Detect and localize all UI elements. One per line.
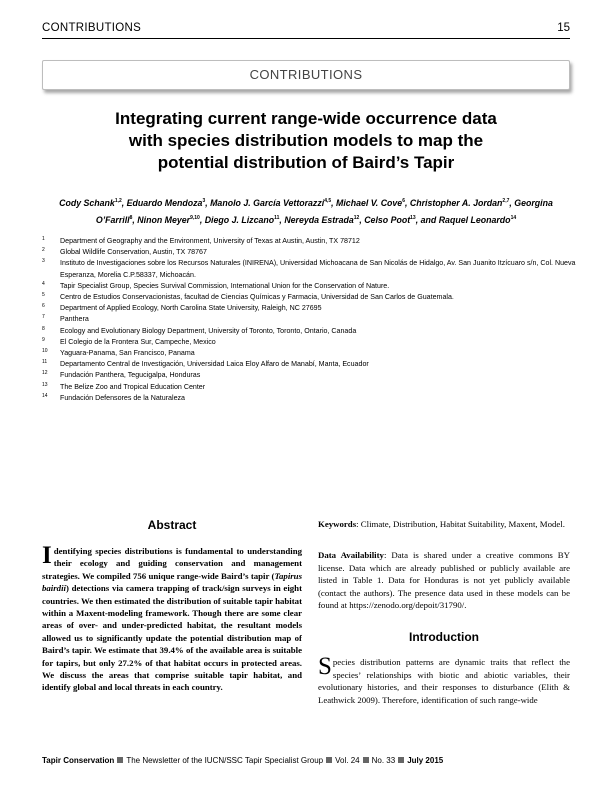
title-line: potential distribution of Baird’s Tapir: [157, 153, 455, 172]
author-name: Georgina O’Farrill: [95, 197, 553, 225]
affiliation-text: Tapir Specialist Group, Species Survival Commission, International Union for the Conservation of Nature.: [60, 281, 390, 290]
affiliation-text: El Colegio de la Frontera Sur, Campeche, Mexico: [60, 337, 216, 346]
abstract-text-part: dentifying species distributions is fundamental to understanding their ecology and guiding conservation and management strategies. We compiled 756 unique range-wide Baird’s tapir (: [42, 546, 302, 581]
affiliation-number: 6: [42, 303, 45, 310]
author-name: Christopher A. Jordan: [409, 197, 503, 208]
footer-separator-icon: [117, 757, 123, 763]
affiliation-item: [42, 326, 582, 337]
footer-newsletter: The Newsletter of the IUCN/SSC Tapir Specialist Group: [126, 756, 324, 765]
data-availability-label: Data Availability: [318, 550, 384, 561]
affiliation-text: Centro de Estudios Conservacionistas, facultad de Ciencias Químicas y Farmacia, Universidad de San Carlos de Guatemala.: [60, 293, 454, 302]
affiliation-list: [42, 236, 582, 404]
affiliation-number: 2: [42, 247, 45, 254]
author-affiliation-marker: 2,7: [502, 198, 510, 204]
affiliation-item: [42, 303, 582, 314]
affiliation-number: 4: [42, 280, 45, 287]
footer-volume: Vol. 24: [335, 756, 360, 765]
affiliation-text: Panthera: [60, 315, 89, 324]
right-column: [318, 518, 570, 706]
affiliation-item: [42, 337, 582, 348]
abstract-text-part: ) detections via camera trapping of track/sign surveys in eight countries. We then estimated the distribution of suitable tapir habitat within a Maxent-modeling framework. Though there are some clear areas of over- and under-predicted habitat, the resultant models allowed us to significantly update the potential distribution map of Baird’s tapir. We estimate that 39.4% of the available area is suitable for tapirs, but only 27.2% of that habitat occurs in protected areas. We discuss the areas that comprise suitable tapir habitat, and identify global and local threats in each country.: [42, 583, 302, 693]
affiliation-text: The Belize Zoo and Tropical Education Center: [60, 382, 206, 391]
data-availability: [318, 549, 570, 611]
abstract-text: [42, 542, 302, 694]
introduction-text: [318, 653, 570, 706]
affiliation-text: Instituto de Investigaciones sobre los Recursos Naturales (INIRENA), Universidad Michoacana de San Nicolás de Hidalgo, Av. San Juanito Itzícuaro s/n, Col. Nueva Esperanza, Morelia C.P.58337, Michoacán.: [60, 259, 576, 279]
affiliation-text: Fundación Panthera, Tegucigalpa, Honduras: [60, 371, 201, 380]
author-affiliation-marker: 9,10: [190, 214, 200, 221]
author-affiliation-marker: 3: [202, 198, 206, 204]
abstract-dropcap: I: [42, 542, 52, 569]
author-affiliation-marker: 1,2: [114, 198, 122, 204]
footer-number: No. 33: [371, 756, 396, 765]
affiliation-item: [42, 370, 582, 381]
affiliation-number: 5: [42, 292, 45, 299]
affiliation-text: Department of Applied Ecology, North Carolina State University, Raleigh, NC 27695: [60, 304, 322, 313]
affiliation-text: Fundación Defensores de la Naturaleza: [60, 393, 186, 402]
introduction-heading: Introduction: [409, 630, 479, 645]
affiliation-text: Department of Geography and the Environment, University of Texas at Austin, Austin, TX 78712: [60, 237, 360, 245]
species-name: Tapirus bairdii: [42, 570, 302, 594]
affiliation-text: Global Wildlife Conservation, Austin, TX 78767: [60, 248, 207, 257]
author-name: Diego J. Lizcano: [204, 214, 275, 225]
author-affiliation-marker: 8: [129, 214, 133, 221]
affiliation-number: 11: [42, 359, 48, 366]
author-affiliation-marker: 4,5: [324, 198, 332, 204]
page-number: 15: [557, 22, 570, 34]
data-availability-text: : Data is shared under a creative commons BY license. Data which are already published or publicly available are listed in Table 1. Data for Honduras is not yet publicly available (contact the authors). The presence data used in these models can be found at https://zenodo.org/depoit/31790/.: [318, 550, 570, 611]
affiliation-number: 10: [42, 348, 48, 355]
affiliation-item: [42, 292, 582, 303]
author-affiliation-marker: 14: [510, 214, 517, 221]
affiliation-number: 9: [42, 336, 45, 343]
author-name: Cody Schank: [59, 197, 115, 208]
author-name: Michael V. Cove: [336, 197, 403, 208]
author-affiliation-marker: 13: [410, 214, 416, 221]
affiliation-item: [42, 281, 582, 292]
author-name: Eduardo Mendoza: [126, 197, 203, 208]
footer-separator-icon: [398, 757, 404, 763]
affiliation-item: [42, 247, 582, 258]
author-name: Raquel Leonardo: [438, 214, 511, 225]
author-affiliation-marker: 11: [274, 214, 280, 221]
abstract-heading: Abstract: [147, 518, 197, 532]
affiliation-item: [42, 393, 582, 404]
affiliation-text: Yaguara-Panama, San Francisco, Panama: [60, 349, 195, 358]
affiliation-number: 3: [42, 258, 45, 265]
article-title: [60, 108, 552, 174]
affiliation-number: 7: [42, 314, 45, 321]
section-banner: CONTRIBUTIONS: [42, 60, 570, 90]
affiliation-item: [42, 359, 582, 370]
author-affiliation-marker: 6: [402, 198, 405, 204]
author-list: Cody Schank$^{1,2}$, Eduardo Mendoza$^3$, Manolo J. García Vettorazzi$^{4,5}$, Michael V. Cove$^6$, Christopher A. Jordan$^{2,7}$, Georgina O’Farrill$^8$, Ninon Meyer$^{9,10}$, Diego J. Lizcano$^{11}$, Nereyda Estrada$^{12}$, Celso Poot$^{13}$, and Raquel Leonardo$^{14}$: [59, 197, 553, 225]
author-name: Ninon Meyer: [137, 214, 191, 225]
affiliation-text: Ecology and Evolutionary Biology Department, University of Toronto, Toronto, Ontario, Canada: [60, 326, 357, 335]
title-line: with species distribution models to map the: [128, 131, 484, 150]
keywords-text: : Climate, Distribution, Habitat Suitability, Maxent, Model.: [356, 519, 565, 529]
footer-separator-icon: [326, 757, 332, 763]
introduction-dropcap: S: [318, 653, 332, 681]
affiliation-number: 8: [42, 325, 45, 332]
affiliation-number: 13: [42, 381, 48, 388]
footer-separator-icon: [363, 757, 369, 763]
affiliation-number: 1: [42, 236, 45, 242]
author-affiliation-marker: 12: [353, 214, 360, 221]
affiliation-item: [42, 348, 582, 359]
running-header-section: CONTRIBUTIONS: [42, 22, 142, 34]
affiliation-item: [42, 258, 582, 280]
introduction-body: pecies distribution patterns are dynamic traits that reflect the species’ relationships with biotic and abiotic variables, their evolutionary histories, and their responses to disturbance (Elith & Leathwick 2009). Therefore, identification of such range-wide: [318, 657, 570, 705]
footer-date: July 2015: [407, 756, 444, 765]
header-rule: [42, 38, 570, 39]
page-footer: [42, 756, 443, 765]
affiliation-item: [42, 382, 582, 393]
keywords: [318, 518, 570, 530]
footer-journal: Tapir Conservation: [42, 756, 115, 765]
affiliation-number: 12: [42, 370, 48, 377]
affiliation-number: 14: [42, 392, 48, 399]
affiliation-item: [42, 236, 582, 247]
left-column: [42, 518, 302, 694]
affiliation-item: [42, 314, 582, 325]
author-name: Celso Poot: [364, 214, 411, 225]
author-name: Nereyda Estrada: [284, 214, 354, 225]
keywords-label: Keywords: [318, 519, 357, 529]
affiliation-text: Departamento Central de Investigación, Universidad Laica Eloy Alfaro de Manabí, Manta, Ecuador: [60, 360, 369, 369]
title-line: Integrating current range-wide occurrence data: [115, 109, 497, 128]
author-name: Manolo J. García Vettorazzi: [210, 197, 325, 208]
